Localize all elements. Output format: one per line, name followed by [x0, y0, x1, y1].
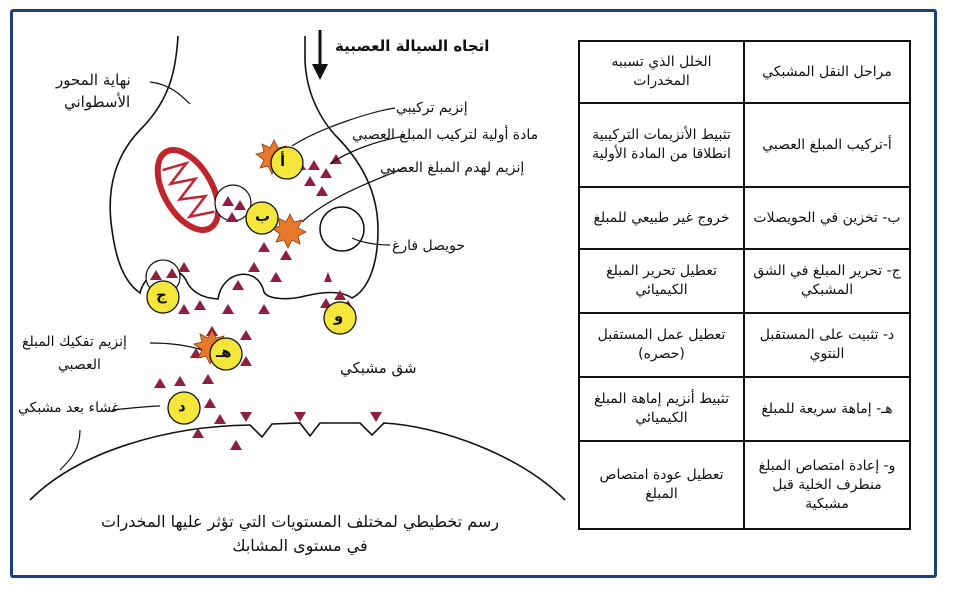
header-disruption: الخلل الذي تسببه المخدرات — [579, 41, 744, 103]
label-breakdown-enzyme-2: العصبي — [58, 357, 101, 373]
marker-waw: و — [334, 307, 344, 325]
empty-vesicle — [320, 207, 364, 251]
stage-cell: د- تثبيت على المستقبل النتوي — [744, 313, 910, 377]
disruption-cell: تثبيط الأنزيمات التركيبية انطلاقا من المادة الأولية — [579, 103, 744, 187]
label-precursor: مادة أولية لتركيب المبلغ العصبي — [352, 127, 539, 143]
disruption-cell: تعطيل عودة امتصاص المبلغ — [579, 441, 744, 529]
signal-direction-arrow — [312, 30, 328, 80]
label-axon-terminal-2: الأسطواني — [64, 93, 131, 111]
table-row — [579, 249, 910, 313]
drug-effects-table — [578, 40, 911, 530]
label-degradation-enzyme: إنزيم لهدم المبلغ العصبي — [380, 160, 525, 176]
label-breakdown-enzyme-1: إنزيم تفكيك المبلغ — [22, 334, 127, 350]
label-postsynaptic-membrane: غشاء بعد مشبكي — [18, 400, 120, 416]
table-row — [579, 313, 910, 377]
disruption-cell: تعطيل تحرير المبلغ الكيميائي — [579, 249, 744, 313]
caption-line-2: في مستوى المشابك — [232, 536, 368, 555]
mitochondrion — [145, 140, 231, 240]
table-row — [579, 441, 910, 529]
stage-cell: هـ- إماهة سريعة للمبلغ — [744, 377, 910, 441]
table-header-row — [579, 41, 910, 103]
stage-cell: ب- تخزين في الحويصلات — [744, 187, 910, 249]
label-synaptic-cleft: شق مشبكي — [340, 359, 417, 377]
table-row — [579, 377, 910, 441]
marker-ha: هـ — [216, 343, 232, 361]
marker-dal: د — [178, 397, 186, 415]
marker-ba: ب — [255, 207, 271, 225]
header-stage: مراحل النقل المشبكي — [744, 41, 910, 103]
disruption-cell: تعطيل عمل المستقبل (حصره) — [579, 313, 744, 377]
caption-line-1: رسم تخطيطي لمختلف المستويات التي تؤثر عليها المخدرات — [101, 512, 499, 531]
label-empty-vesicle: حويصل فارغ — [392, 238, 466, 254]
stage-cell: أ-تركيب المبلغ العصبي — [744, 103, 910, 187]
label-signal-direction: اتجاه السيالة العصبية — [335, 37, 490, 55]
stage-cell: و- إعادة امتصاص المبلغ منطرف الخلية قبل مشبكية — [744, 441, 910, 529]
label-synthesis-enzyme: إنزيم تركيبي — [396, 100, 468, 116]
marker-jim: ج — [156, 286, 167, 304]
marker-circle-alif — [271, 147, 303, 179]
presynaptic-terminal — [110, 36, 378, 299]
disruption-cell: تثبيط أنزيم إماهة المبلغ الكيميائي — [579, 377, 744, 441]
caption — [40, 510, 560, 558]
label-axon-terminal-1: نهاية المحور — [56, 71, 131, 89]
marker-alif: أ — [280, 152, 286, 170]
stage-cell: ج- تحرير المبلغ في الشق المشبكي — [744, 249, 910, 313]
table-row — [579, 187, 910, 249]
disruption-cell: خروج غير طبيعي للمبلغ — [579, 187, 744, 249]
table-row — [579, 103, 910, 187]
postsynaptic-membrane — [30, 423, 565, 500]
